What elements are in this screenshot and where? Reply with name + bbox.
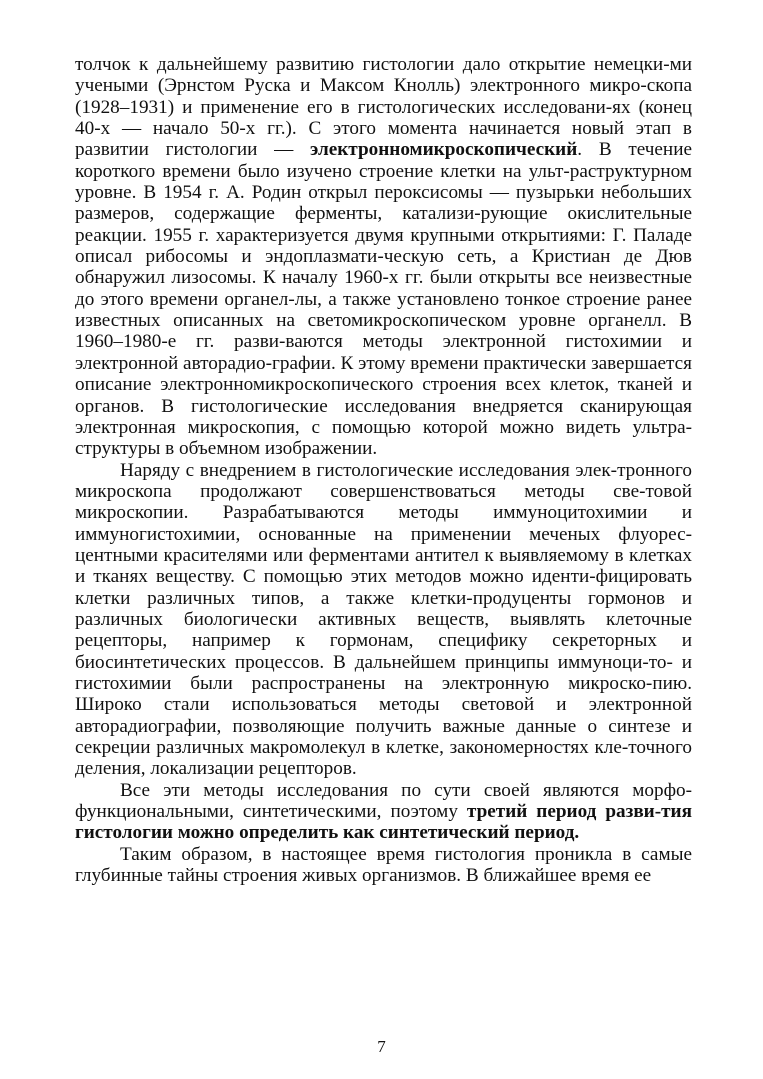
paragraph-4-text: Таким образом, в настоящее время гистология проникла в самые глубинные тайны строения живых организмов. В ближайшее время ее (75, 843, 692, 887)
page-body (75, 54, 692, 886)
paragraph-1-bold-term: электронномикроскопический (310, 139, 578, 161)
paragraph-1-text-2: . В течение короткого времени было изучено строение клетки на ульт-раструктурном уровне. В 1954 г. А. Родин открыл пероксисомы — пузырьки небольших размеров, содержащие ферменты, катализи-рующие окислительные реакции. 1955 г. характеризуется двумя крупными открытиями: Г. Паладе описал рибосомы и эндоплазмати-ческую сеть, а Кристиан де Дюв обнаружил лизосомы. К началу 1960-х гг. были открыты все неизвестные до этого времени органел-лы, а также установлено тонкое строение ранее известных описанных на светомикроскопическом уровне органелл. В 1960–1980-е гг. разви-ваются методы электронной гистохимии и электронной авторадио-графии. К этому времени практически завершается описание электронномикроскопического строения всех клеток, тканей и органов. В гистологические исследования внедряется сканирующая электронная микроскопия, с помощью которой можно видеть ультра-структуры в объемном изображении. (75, 139, 692, 460)
paragraph-2-text: Наряду с внедрением в гистологические исследования элек-тронного микроскопа продолжают совершенствоваться методы све-товой микроскопии. Разрабатываются методы иммуноцитохимии и иммуногистохимии, основанные на применении меченых флуорес-центными красителями или ферментами антител к выявляемому в клетках и тканях веществу. С помощью этих методов можно иденти-фицировать клетки различных типов, а также клетки-продуценты гормонов и различных биологически активных веществ, выявлять клеточные рецепторы, например к гормонам, специфику секреторных и биосинтетических процессов. В дальнейшем принципы иммуноци-то- и гистохимии были распространены на электронную микроско-пию. Широко стали использоваться методы световой и электронной авторадиографии, позволяющие получить важные данные о синтезе и секреции различных макромолекул в клетке, закономерностях кле-точного деления, локализации рецепторов. (75, 459, 692, 780)
paragraph-3-bold-statement: третий период разви-тия гистологии можно определить как синтетический период. (75, 801, 692, 844)
page-number: 7 (377, 1037, 386, 1056)
paragraph-2 (75, 460, 692, 780)
paragraph-3-text: Все эти методы исследования по сути своей являются морфо-функциональными, синтетическими, поэтому (75, 779, 692, 823)
paragraph-1-text-1: толчок к дальнейшему развитию гистологии дало открытие немецки-ми учеными (Эрнстом Руска и Максом Кнолль) электронного микро-скопа (1928–1931) и применение его в гистологических исследовани-ях (конец 40-х — начало 50-х гг.). С этого момента начинается новый этап в развитии гистологии — (75, 54, 692, 161)
paragraph-1 (75, 54, 692, 460)
paragraph-4 (75, 844, 692, 887)
paragraph-3 (75, 780, 692, 844)
